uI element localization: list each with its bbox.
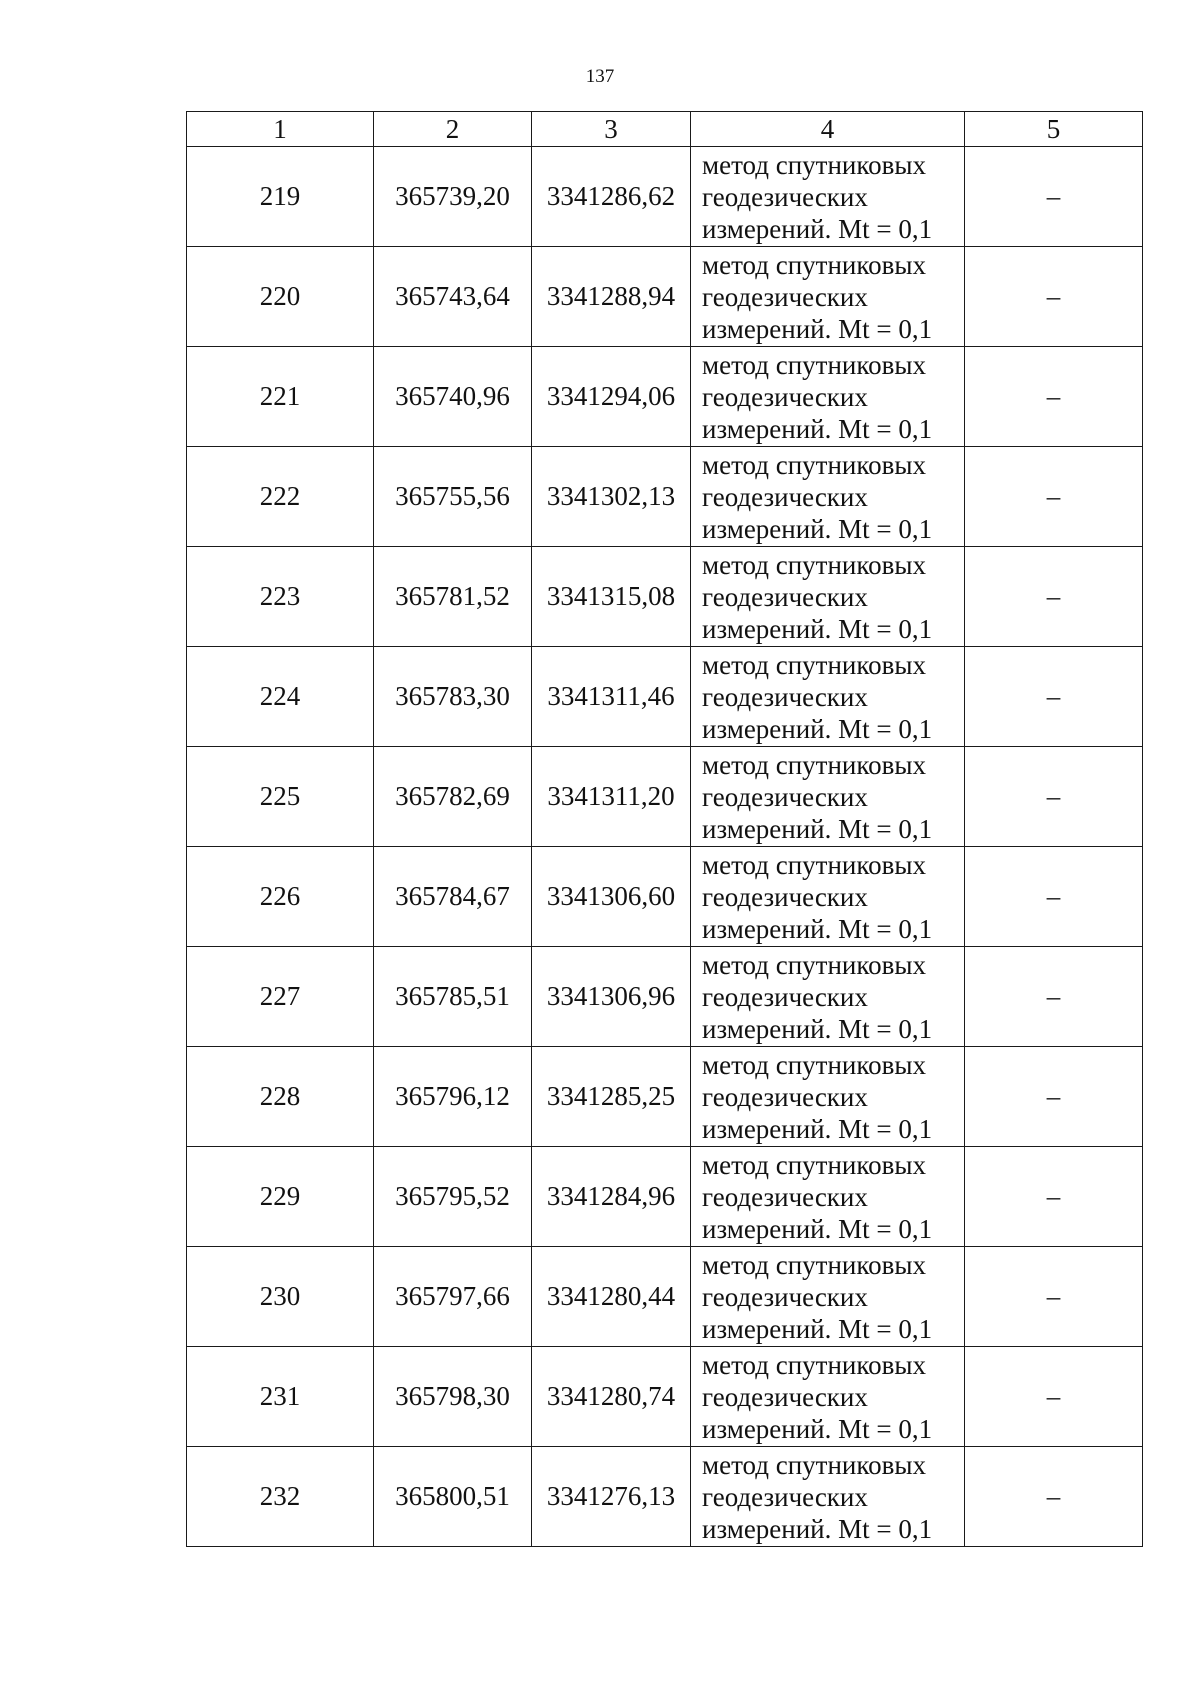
method-cell — [691, 1447, 965, 1547]
method-cell — [691, 1147, 965, 1247]
note-cell: – — [965, 1447, 1143, 1547]
method-text-line: геодезических — [702, 981, 868, 1012]
point-number-cell: 230 — [187, 1247, 374, 1347]
method-text-line: измерений. Mt = 0,1 — [702, 413, 933, 444]
method-text-line: измерений. Mt = 0,1 — [702, 1113, 933, 1144]
y-coordinate-cell: 3341315,08 — [532, 547, 691, 647]
method-text-line: измерений. Mt = 0,1 — [702, 1413, 933, 1444]
method-text-line: измерений. Mt = 0,1 — [702, 313, 933, 344]
table-row — [187, 1447, 1143, 1547]
method-text-line: метод спутниковых — [702, 649, 926, 680]
note-cell: – — [965, 547, 1143, 647]
method-text-line: геодезических — [702, 581, 868, 612]
point-number-cell: 220 — [187, 247, 374, 347]
note-cell: – — [965, 1147, 1143, 1247]
note-cell: – — [965, 947, 1143, 1047]
column-header-2: 2 — [374, 112, 532, 147]
column-header-4: 4 — [691, 112, 965, 147]
point-number-cell: 219 — [187, 147, 374, 247]
table-row — [187, 1247, 1143, 1347]
method-text-line: геодезических — [702, 1281, 868, 1312]
table-row — [187, 547, 1143, 647]
x-coordinate-cell: 365783,30 — [374, 647, 532, 747]
note-cell: – — [965, 847, 1143, 947]
method-text-line: метод спутниковых — [702, 1249, 926, 1280]
method-text-line: геодезических — [702, 1181, 868, 1212]
table-row — [187, 947, 1143, 1047]
method-text-line: метод спутниковых — [702, 149, 926, 180]
x-coordinate-cell: 365795,52 — [374, 1147, 532, 1247]
point-number-cell: 231 — [187, 1347, 374, 1447]
method-text-line: метод спутниковых — [702, 849, 926, 880]
table-row — [187, 1147, 1143, 1247]
y-coordinate-cell: 3341280,74 — [532, 1347, 691, 1447]
table-row — [187, 347, 1143, 447]
method-text-line: измерений. Mt = 0,1 — [702, 213, 933, 244]
y-coordinate-cell: 3341276,13 — [532, 1447, 691, 1547]
point-number-cell: 228 — [187, 1047, 374, 1147]
method-text-line: геодезических — [702, 281, 868, 312]
method-text-line: геодезических — [702, 381, 868, 412]
column-header-5: 5 — [965, 112, 1143, 147]
method-text-line: измерений. Mt = 0,1 — [702, 613, 933, 644]
table-row — [187, 647, 1143, 747]
table-row — [187, 447, 1143, 547]
method-text-line: метод спутниковых — [702, 249, 926, 280]
method-text-line: измерений. Mt = 0,1 — [702, 1313, 933, 1344]
method-text-line: геодезических — [702, 1081, 868, 1112]
method-text-line: метод спутниковых — [702, 1449, 926, 1480]
point-number-cell: 225 — [187, 747, 374, 847]
note-cell: – — [965, 347, 1143, 447]
point-number-cell: 224 — [187, 647, 374, 747]
x-coordinate-cell: 365785,51 — [374, 947, 532, 1047]
method-text-line: измерений. Mt = 0,1 — [702, 1013, 933, 1044]
table-row — [187, 147, 1143, 247]
point-number-cell: 229 — [187, 1147, 374, 1247]
method-text-line: измерений. Mt = 0,1 — [702, 1513, 933, 1544]
method-text-line: метод спутниковых — [702, 1349, 926, 1380]
method-cell — [691, 647, 965, 747]
method-text-line: метод спутниковых — [702, 1149, 926, 1180]
method-text-line: геодезических — [702, 481, 868, 512]
method-text-line: измерений. Mt = 0,1 — [702, 813, 933, 844]
table-header-row — [187, 112, 1143, 147]
coordinates-table — [186, 111, 1143, 1547]
y-coordinate-cell: 3341280,44 — [532, 1247, 691, 1347]
x-coordinate-cell: 365797,66 — [374, 1247, 532, 1347]
x-coordinate-cell: 365784,67 — [374, 847, 532, 947]
method-cell — [691, 347, 965, 447]
y-coordinate-cell: 3341284,96 — [532, 1147, 691, 1247]
method-text-line: метод спутниковых — [702, 749, 926, 780]
point-number-cell: 223 — [187, 547, 374, 647]
note-cell: – — [965, 1247, 1143, 1347]
method-text-line: метод спутниковых — [702, 1049, 926, 1080]
x-coordinate-cell: 365781,52 — [374, 547, 532, 647]
y-coordinate-cell: 3341288,94 — [532, 247, 691, 347]
y-coordinate-cell: 3341311,46 — [532, 647, 691, 747]
y-coordinate-cell: 3341306,60 — [532, 847, 691, 947]
method-cell — [691, 747, 965, 847]
table-row — [187, 747, 1143, 847]
y-coordinate-cell: 3341285,25 — [532, 1047, 691, 1147]
x-coordinate-cell: 365740,96 — [374, 347, 532, 447]
method-text-line: измерений. Mt = 0,1 — [702, 513, 933, 544]
x-coordinate-cell: 365782,69 — [374, 747, 532, 847]
table-row — [187, 247, 1143, 347]
note-cell: – — [965, 647, 1143, 747]
x-coordinate-cell: 365800,51 — [374, 1447, 532, 1547]
y-coordinate-cell: 3341302,13 — [532, 447, 691, 547]
note-cell: – — [965, 1347, 1143, 1447]
table-row — [187, 1347, 1143, 1447]
method-cell — [691, 1347, 965, 1447]
method-cell — [691, 1047, 965, 1147]
method-text-line: метод спутниковых — [702, 449, 926, 480]
y-coordinate-cell: 3341311,20 — [532, 747, 691, 847]
table-row — [187, 847, 1143, 947]
method-text-line: метод спутниковых — [702, 549, 926, 580]
note-cell: – — [965, 447, 1143, 547]
method-cell — [691, 247, 965, 347]
note-cell: – — [965, 247, 1143, 347]
method-text-line: геодезических — [702, 881, 868, 912]
point-number-cell: 227 — [187, 947, 374, 1047]
table-body — [187, 147, 1143, 1547]
method-text-line: геодезических — [702, 1481, 868, 1512]
point-number-cell: 222 — [187, 447, 374, 547]
point-number-cell: 232 — [187, 1447, 374, 1547]
method-text-line: геодезических — [702, 1381, 868, 1412]
method-text-line: геодезических — [702, 681, 868, 712]
method-cell — [691, 1247, 965, 1347]
point-number-cell: 221 — [187, 347, 374, 447]
method-text-line: метод спутниковых — [702, 349, 926, 380]
point-number-cell: 226 — [187, 847, 374, 947]
note-cell: – — [965, 147, 1143, 247]
x-coordinate-cell: 365755,56 — [374, 447, 532, 547]
table-row — [187, 1047, 1143, 1147]
x-coordinate-cell: 365798,30 — [374, 1347, 532, 1447]
note-cell: – — [965, 747, 1143, 847]
y-coordinate-cell: 3341294,06 — [532, 347, 691, 447]
method-cell — [691, 847, 965, 947]
column-header-3: 3 — [532, 112, 691, 147]
method-cell — [691, 447, 965, 547]
method-text-line: измерений. Mt = 0,1 — [702, 1213, 933, 1244]
method-text-line: геодезических — [702, 181, 868, 212]
x-coordinate-cell: 365796,12 — [374, 1047, 532, 1147]
column-header-1: 1 — [187, 112, 374, 147]
method-cell — [691, 147, 965, 247]
method-text-line: геодезических — [702, 781, 868, 812]
y-coordinate-cell: 3341286,62 — [532, 147, 691, 247]
y-coordinate-cell: 3341306,96 — [532, 947, 691, 1047]
method-text-line: измерений. Mt = 0,1 — [702, 713, 933, 744]
method-cell — [691, 547, 965, 647]
method-text-line: метод спутниковых — [702, 949, 926, 980]
note-cell: – — [965, 1047, 1143, 1147]
page-number: 137 — [585, 66, 615, 87]
method-text-line: измерений. Mt = 0,1 — [702, 913, 933, 944]
x-coordinate-cell: 365743,64 — [374, 247, 532, 347]
x-coordinate-cell: 365739,20 — [374, 147, 532, 247]
method-cell — [691, 947, 965, 1047]
